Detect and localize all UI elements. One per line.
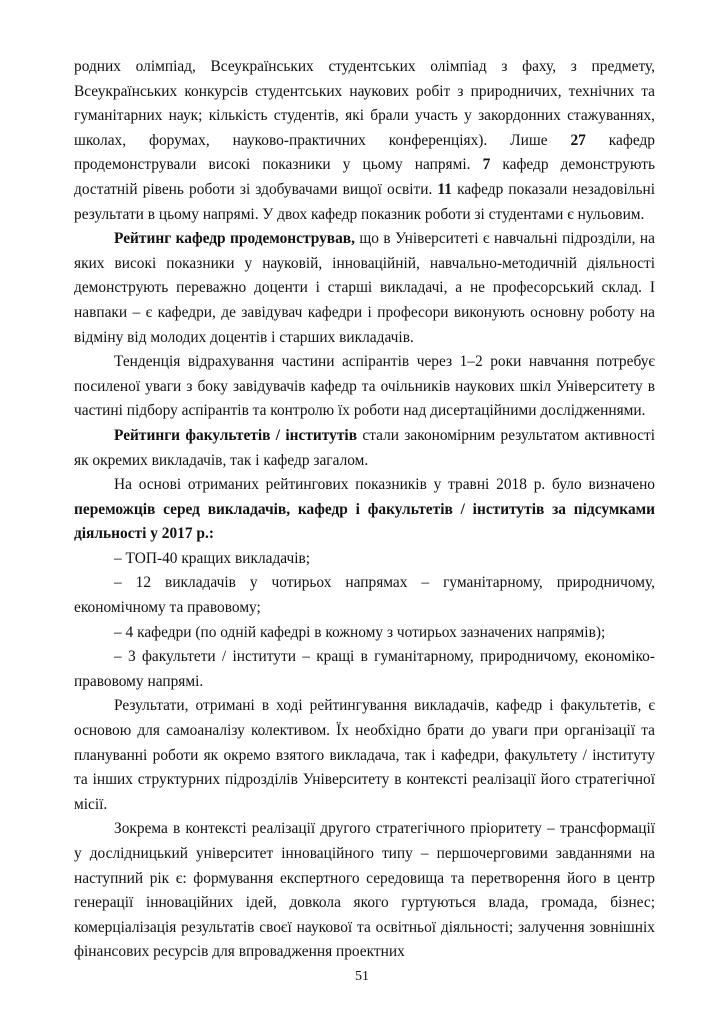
bold-phrase: переможців серед викладачів, кафедр і факультетів / інститутів за підсумками діяльності у 2017 р.: [74,500,655,543]
list-item: – ТОП-40 кращих викладачів; [114,549,311,567]
paragraph-text: кафедр показали незадовільні результати в цьому напрямі. У двох кафедр показник роботи зі студентами є нульовим. [74,180,655,223]
document-body [74,55,655,965]
list-item: – 12 викладачів у чотирьох напрямах – гуманітарному, природничому, економічному та правовому; [74,574,655,617]
paragraph-text: кафедр продемонстрували високі показники у цьому напрямі. [74,131,655,174]
paragraph-5 [74,473,655,547]
paragraph-text: що в Університеті є навчальні підрозділи, на яких високі показники у науковій, інноваційній, навчально-методичній діяльності демонструють переважно доценти і старші викладачі, а не професорський склад. І навпаки – є кафедри, де завідувач кафедри і професори виконують основну роботу на відміну від молодих доцентів і старших викладачів. [74,230,655,346]
paragraph-text: родних олімпіад, Всеукраїнських студентських олімпіад з фаху, з предмету, Всеукраїнських конкурсів студентських наукових робіт з природничих, технічних та гуманітарних наук; кількість студентів, які брали участь у закордонних стажуваннях, школах, форумах, науково-практичних конференціях). Лише [74,58,655,149]
paragraph-3: Тенденція відрахування частини аспірантів через 1–2 роки навчання потребує посиленої уваги з боку завідувачів кафедр та очільників наукових шкіл Університету в частині підбору аспірантів та контролю їх роботи над дисертаційними дослідженнями. [74,353,655,420]
bold-lead: Рейтинги факультетів / інститутів [114,426,358,444]
bold-number: 27 [570,131,586,149]
paragraph-6: Результати, отримані в ході рейтингування викладачів, кафедр і факультетів, є основою для самоаналізу колективом. Їх необхідно брати до уваги при організації та плануванні роботи як окремо взятого викладача, так і кафедри, факультету / інституту та інших структурних підрозділів Університету в контексті реалізації його стратегічної місії. [74,697,655,813]
paragraph-7: Зокрема в контексті реалізації другого стратегічного пріоритету – трансформації у дослідницький університет інноваційного типу – першочерговими завданнями на наступний рік є: формування експертного середовища та перетворення його в центр генерації інноваційних ідей, довкола якого гуртуються влада, громада, бізнес; комерціалізація результатів своєї наукової та освітньої діяльності; залучення зовнішніх фінансових ресурсів для впровадження проектних [74,820,655,961]
bold-lead: Рейтинг кафедр продемонстрував, [114,230,355,248]
paragraph-text: На основі отриманих рейтингових показників у травні 2018 р. було визначено [114,476,655,494]
paragraph-2 [74,227,655,350]
bold-number: 11 [437,180,452,198]
list-item: – 4 кафедри (по одній кафедрі в кожному з чотирьох зазначених напрямів); [114,623,606,641]
paragraph-1 [74,55,655,227]
page-number: 51 [355,969,369,984]
paragraph-4 [74,424,655,473]
paragraph-text: кафедр демонструють достатній рівень роботи зі здобувачами вищої освіти. [74,156,655,198]
list-item: – 3 факультети / інститути – кращі в гуманітарному, природничому, економіко-правовому напрямі. [74,648,655,690]
paragraph-text: стали закономірним результатом активності як окремих викладачів, так і кафедр загалом. [74,426,655,469]
bold-number: 7 [482,156,491,174]
